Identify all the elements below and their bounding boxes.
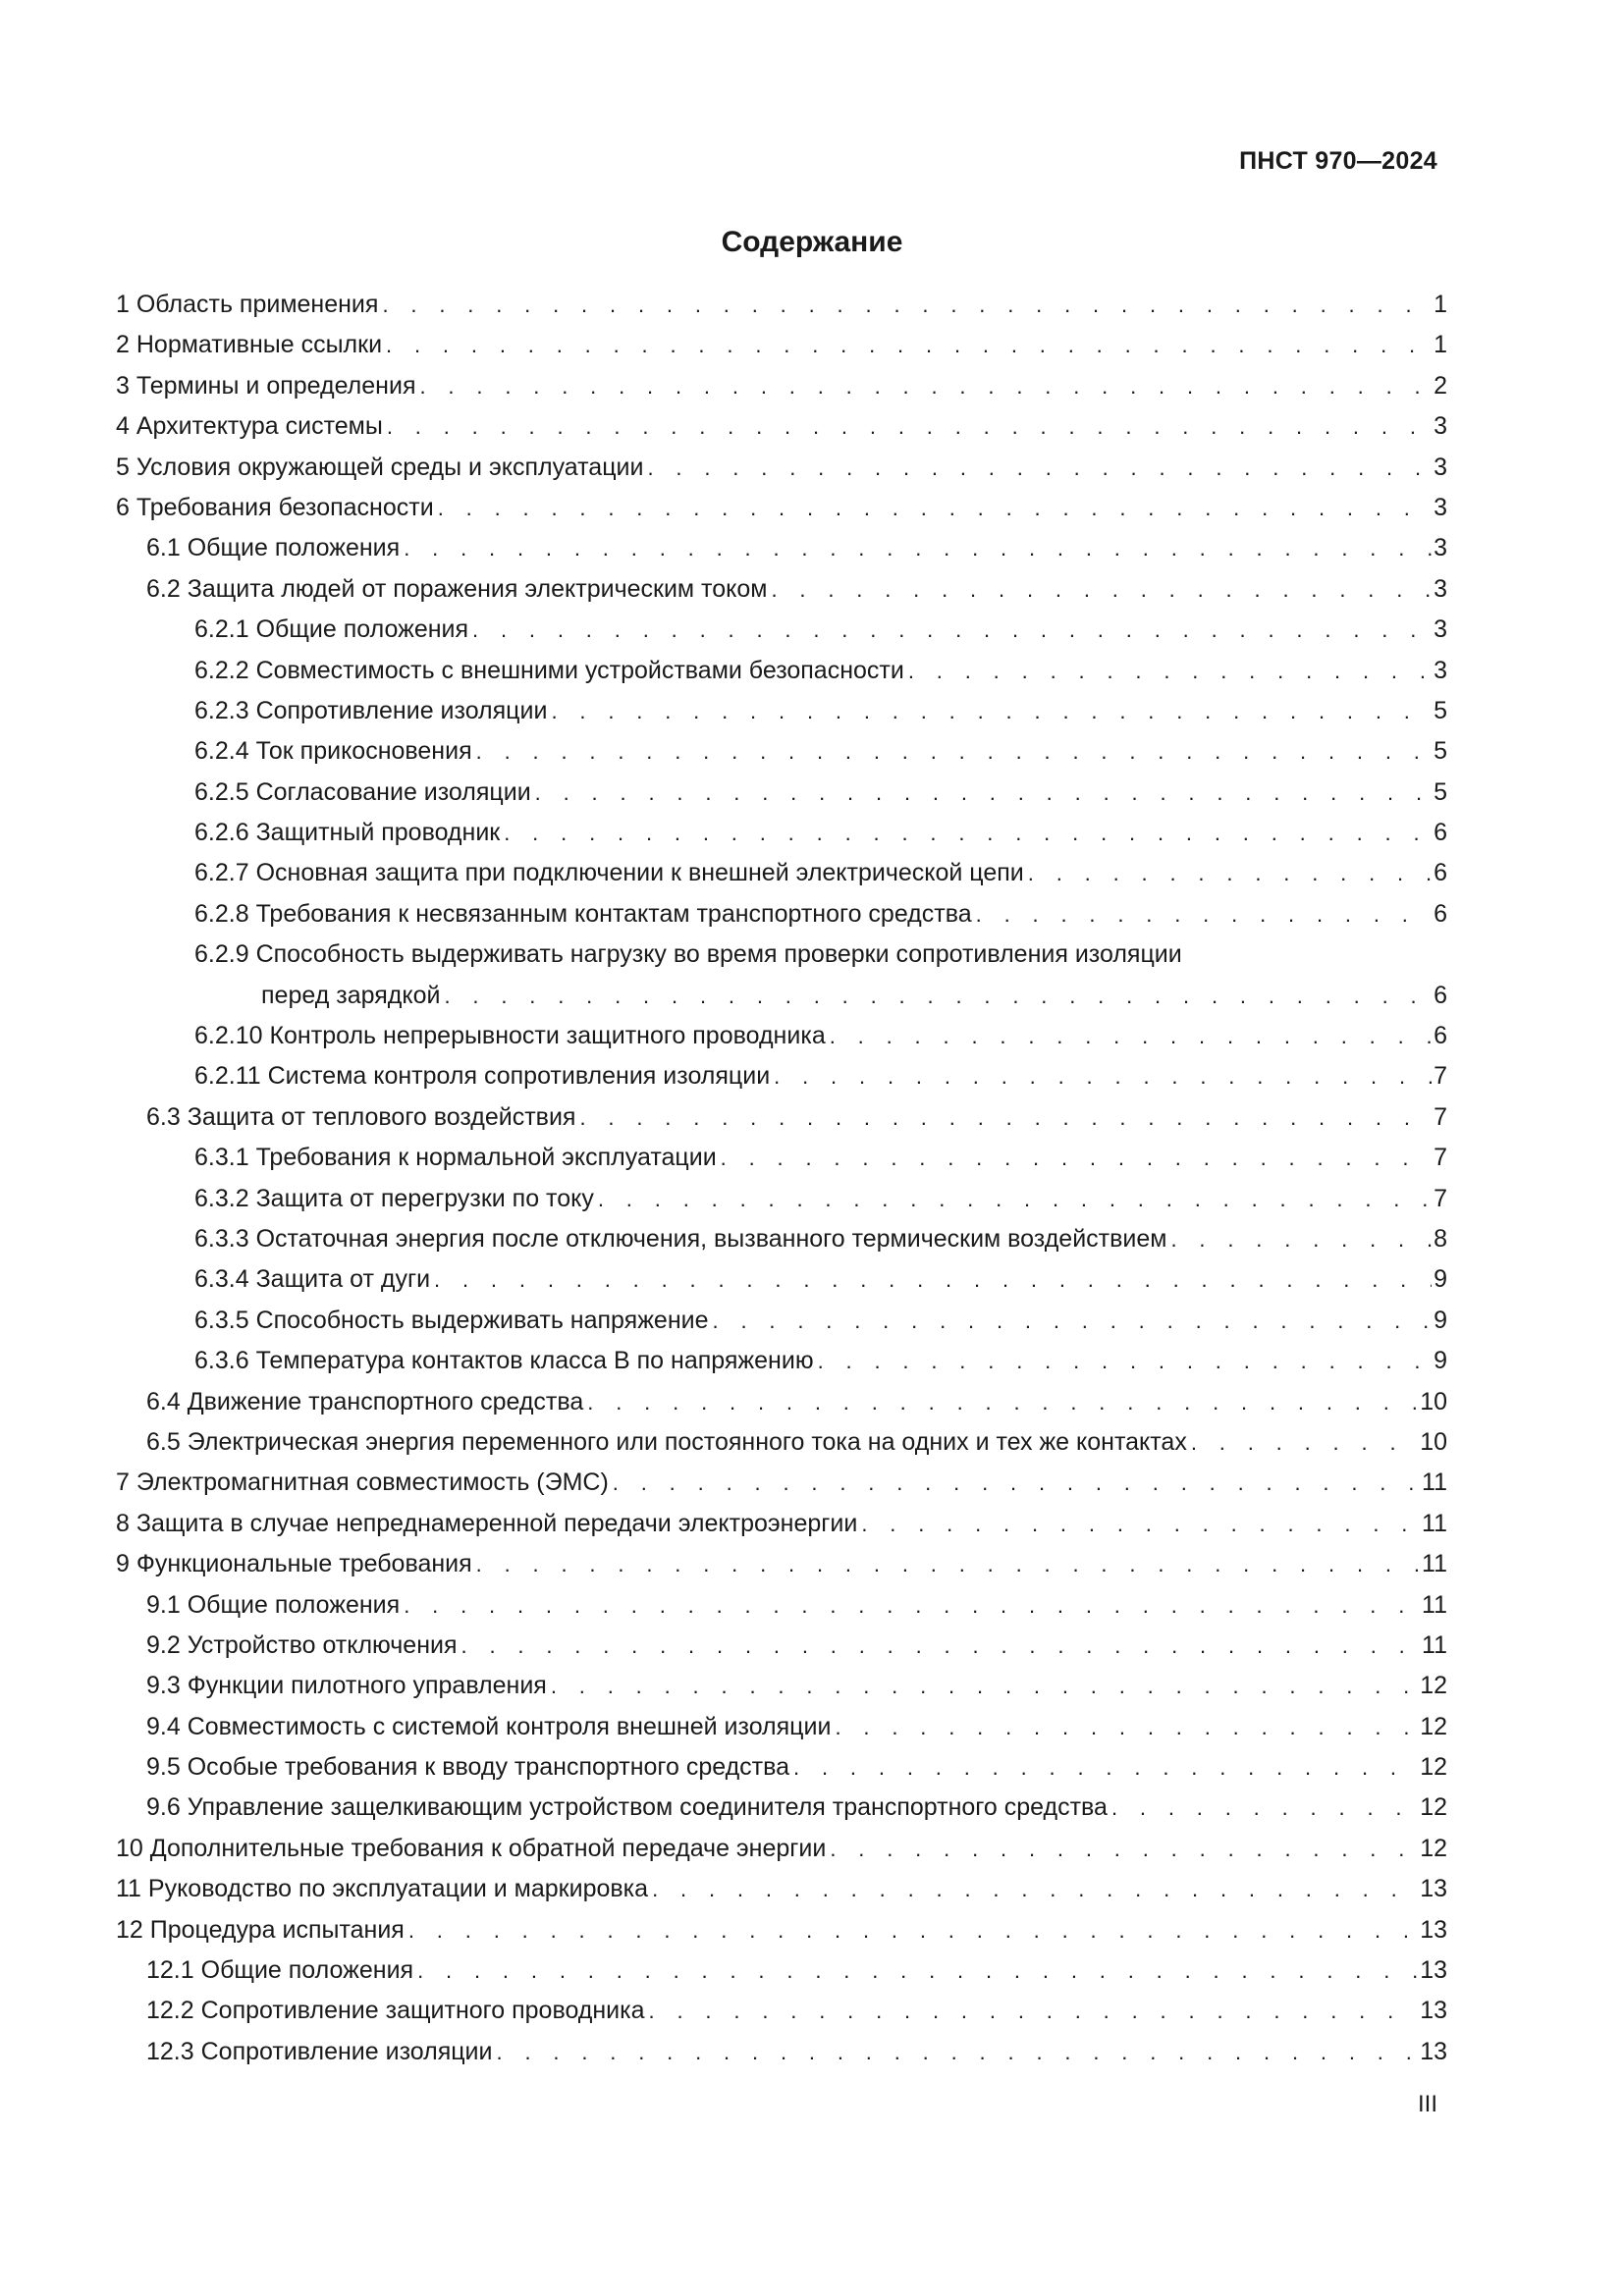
toc-entry-title: Защита людей от поражения электрическим током xyxy=(187,574,768,603)
toc-entry-label xyxy=(194,773,535,813)
toc-entry-title: Сопротивление защитного проводника xyxy=(200,1997,645,2025)
toc-entry-label xyxy=(194,1341,818,1381)
toc-entry-page: 9 xyxy=(1434,1265,1447,1294)
toc-entry[interactable] xyxy=(116,1707,1447,1747)
toc-entry-label xyxy=(116,325,386,365)
toc-entry-label xyxy=(146,1747,793,1788)
toc-entry[interactable] xyxy=(116,1382,1447,1422)
toc-entry-page: 8 xyxy=(1434,1224,1447,1253)
toc-entry[interactable] xyxy=(116,528,1447,568)
toc-entry-title: Сопротивление изоляции xyxy=(200,2037,493,2065)
toc-entry-number: 6.4 xyxy=(146,1387,181,1415)
toc-entry-label xyxy=(194,853,1028,893)
toc-entry[interactable] xyxy=(116,691,1447,731)
toc-entry-label xyxy=(194,894,976,934)
toc-entry[interactable] xyxy=(116,1950,1447,1991)
toc-entry-page: 12 xyxy=(1420,1753,1447,1782)
toc-entry-title: Общие положения xyxy=(187,1590,401,1619)
toc-entry-number: 5 xyxy=(116,453,130,481)
toc-dot-leader xyxy=(818,1341,1433,1381)
toc-entry-page: 6 xyxy=(1434,1022,1447,1050)
toc-dot-leader xyxy=(504,813,1432,853)
toc-entry-title: Функции пилотного управления xyxy=(187,1672,547,1700)
toc-entry-title: Способность выдерживать напряжение xyxy=(255,1306,709,1334)
toc-dot-leader xyxy=(476,731,1432,772)
toc-entry-title: Область применения xyxy=(135,291,379,318)
toc-entry-label xyxy=(116,1463,613,1503)
toc-entry-number: 6.2 xyxy=(146,574,181,603)
toc-entry[interactable] xyxy=(116,1259,1447,1300)
toc-entry-title: Условия окружающей среды и эксплуатации xyxy=(135,453,644,481)
toc-entry-number: 9.1 xyxy=(146,1590,181,1619)
toc-entry-page: 13 xyxy=(1420,1956,1447,1985)
toc-entry[interactable] xyxy=(116,934,1447,975)
toc-entry-page: 2 xyxy=(1434,371,1447,400)
toc-dot-leader xyxy=(419,366,1432,406)
toc-entry-title: Согласование изоляции xyxy=(255,777,531,806)
toc-dot-leader xyxy=(908,651,1432,691)
toc-entry-page: 10 xyxy=(1420,1387,1447,1415)
toc-entry[interactable] xyxy=(116,1788,1447,1828)
toc-entry[interactable] xyxy=(116,325,1447,365)
toc-dot-leader xyxy=(472,610,1432,650)
toc-entry-page: 5 xyxy=(1434,777,1447,806)
toc-entry-page: 6 xyxy=(1434,981,1447,1009)
toc-entry-page: 7 xyxy=(1434,1144,1447,1172)
toc-entry-page: 7 xyxy=(1434,1102,1447,1131)
toc-entry-number: 9.6 xyxy=(146,1793,181,1822)
toc-entry-label xyxy=(146,1422,1191,1463)
toc-entry-label xyxy=(146,1382,587,1422)
toc-entry-page: 3 xyxy=(1434,493,1447,521)
toc-entry-label xyxy=(194,1301,713,1341)
toc-entry[interactable] xyxy=(116,976,1447,1016)
toc-entry-label xyxy=(116,366,419,406)
toc-dot-leader xyxy=(1111,1788,1418,1828)
toc-dot-leader xyxy=(408,1910,1418,1950)
toc-entry-title: Устройство отключения xyxy=(187,1630,458,1659)
toc-entry-title: Требования к нормальной эксплуатации xyxy=(255,1144,717,1172)
toc-entry-title: Термины и определения xyxy=(135,371,416,400)
toc-entry-page: 5 xyxy=(1434,696,1447,724)
toc-entry-title: Процедура испытания xyxy=(149,1915,405,1944)
toc-entry[interactable] xyxy=(116,813,1447,853)
toc-dot-leader xyxy=(587,1382,1418,1422)
toc-entry-title: Система контроля сопротивления изоляции xyxy=(267,1062,771,1091)
toc-entry-page: 10 xyxy=(1420,1427,1447,1456)
toc-entry-title: Основная защита при подключении к внешней электрической цепи xyxy=(255,859,1024,887)
toc-entry-label xyxy=(194,731,476,772)
toc-dot-leader xyxy=(976,894,1432,934)
toc-entry-number: 6.2.1 xyxy=(194,615,249,644)
toc-entry-number: 2 xyxy=(116,331,130,359)
toc-entry-label xyxy=(116,488,438,528)
toc-entry[interactable] xyxy=(116,1504,1447,1544)
toc-entry-title: Требования к несвязанным контактам транспортного средства xyxy=(255,899,972,928)
toc-entry[interactable] xyxy=(116,1544,1447,1584)
toc-entry-number: 11 xyxy=(116,1875,141,1903)
toc-entry-number: 6.2.9 xyxy=(194,940,249,969)
toc-entry-page: 13 xyxy=(1420,1875,1447,1903)
toc-entry-label xyxy=(194,1016,830,1056)
toc-entry-label xyxy=(194,1259,434,1300)
toc-entry[interactable] xyxy=(116,448,1447,488)
toc-entry[interactable] xyxy=(116,1991,1447,2031)
toc-entry-label xyxy=(146,1585,404,1626)
toc-entry-page: 11 xyxy=(1422,1509,1447,1537)
toc-entry[interactable] xyxy=(116,1016,1447,1056)
toc-entry-label xyxy=(194,651,908,691)
toc-entry-number: 6.5 xyxy=(146,1427,181,1456)
toc-entry-label xyxy=(261,976,444,1016)
toc-entry[interactable] xyxy=(116,406,1447,447)
toc-entry[interactable] xyxy=(116,1910,1447,1950)
toc-entry-number: 6.2.2 xyxy=(194,656,249,684)
toc-entry-page: 13 xyxy=(1420,1915,1447,1944)
toc-entry-label xyxy=(194,610,472,650)
toc-dot-leader xyxy=(598,1179,1432,1219)
toc-entry-title: Общие положения xyxy=(200,1956,414,1985)
toc-entry-label xyxy=(146,1788,1111,1828)
toc-entry-label xyxy=(194,1056,774,1096)
toc-entry-number: 6.2.4 xyxy=(194,737,249,766)
toc-dot-leader xyxy=(434,1259,1432,1300)
toc-entry-title: Защитный проводник xyxy=(255,819,501,847)
document-code: ПНСТ 970—2024 xyxy=(1239,147,1437,175)
toc-entry-title: Сопротивление изоляции xyxy=(255,696,548,724)
toc-entry[interactable] xyxy=(116,731,1447,772)
toc-entry-label xyxy=(146,1707,835,1747)
toc-entry-title: Способность выдерживать нагрузку во время проверки сопротивления изоляции xyxy=(255,940,1182,969)
toc-dot-leader xyxy=(417,1950,1418,1991)
toc-entry-number: 6.1 xyxy=(146,534,181,562)
toc-entry-title: Защита от дуги xyxy=(255,1265,431,1294)
toc-entry[interactable] xyxy=(116,853,1447,893)
toc-entry-page: 3 xyxy=(1434,412,1447,441)
toc-entry-page: 3 xyxy=(1434,656,1447,684)
toc-entry-number: 6.2.10 xyxy=(194,1022,263,1050)
toc-dot-leader xyxy=(497,2032,1419,2072)
toc-entry-number: 10 xyxy=(116,1834,143,1862)
toc-dot-leader xyxy=(835,1707,1418,1747)
toc-entry-page: 7 xyxy=(1434,1184,1447,1212)
toc-entry[interactable] xyxy=(116,488,1447,528)
toc-dot-leader xyxy=(652,1869,1418,1909)
toc-dot-leader xyxy=(404,1585,1420,1626)
toc-entry-number: 6.2.3 xyxy=(194,696,249,724)
toc-entry-number: 6.3.5 xyxy=(194,1306,249,1334)
toc-dot-leader xyxy=(771,569,1432,610)
toc-entry-title: Температура контактов класса В по напряжению xyxy=(255,1347,814,1375)
toc-entry-number: 7 xyxy=(116,1468,130,1497)
toc-entry-page: 7 xyxy=(1434,1062,1447,1091)
toc-entry-page: 3 xyxy=(1434,615,1447,644)
toc-entry-number: 9 xyxy=(116,1550,130,1578)
toc-entry-page: 9 xyxy=(1434,1306,1447,1334)
toc-entry-label xyxy=(194,813,504,853)
toc-entry-label xyxy=(146,528,404,568)
toc-entry[interactable] xyxy=(116,569,1447,610)
toc-entry-title: Управление защелкивающим устройством соединителя транспортного средства xyxy=(187,1793,1108,1822)
toc-entry-label xyxy=(194,934,1186,975)
toc-entry-title: Движение транспортного средства xyxy=(187,1387,584,1415)
toc-entry-number: 6.2.7 xyxy=(194,859,249,887)
page-number: III xyxy=(1417,2091,1437,2117)
toc-entry-number: 1 xyxy=(116,291,130,318)
toc-entry-label xyxy=(116,1910,408,1950)
toc-dot-leader xyxy=(387,406,1432,447)
toc-entry[interactable] xyxy=(116,2032,1447,2072)
toc-entry-page: 6 xyxy=(1434,819,1447,847)
toc-entry-number: 9.4 xyxy=(146,1712,181,1740)
toc-dot-leader xyxy=(647,448,1432,488)
toc-entry-page: 11 xyxy=(1422,1630,1447,1659)
toc-entry[interactable] xyxy=(116,1179,1447,1219)
toc-entry[interactable] xyxy=(116,1097,1447,1138)
toc-entry-label xyxy=(194,1179,598,1219)
toc-entry[interactable] xyxy=(116,1666,1447,1706)
toc-entry-label xyxy=(194,1138,721,1178)
toc-entry-label xyxy=(116,1829,830,1869)
table-of-contents xyxy=(116,285,1447,2072)
toc-entry[interactable] xyxy=(116,366,1447,406)
toc-entry[interactable] xyxy=(116,773,1447,813)
toc-entry-label xyxy=(116,1869,652,1909)
toc-entry-label xyxy=(116,285,382,325)
toc-entry-title: Функциональные требования xyxy=(135,1550,472,1578)
toc-entry[interactable] xyxy=(116,1056,1447,1096)
toc-entry[interactable] xyxy=(116,894,1447,934)
toc-entry-page: 12 xyxy=(1420,1793,1447,1822)
toc-entry-title: Дополнительные требования к обратной передаче энергии xyxy=(149,1834,827,1862)
toc-dot-leader xyxy=(861,1504,1420,1544)
toc-entry-title: Защита от теплового воздействия xyxy=(187,1102,576,1131)
toc-entry-title: Электрическая энергия переменного или постоянного тока на одних и тех же контактах xyxy=(187,1427,1187,1456)
toc-entry-number: 12 xyxy=(116,1915,143,1944)
toc-entry-page: 1 xyxy=(1434,331,1447,359)
toc-entry-page: 11 xyxy=(1422,1590,1447,1619)
toc-entry-number: 4 xyxy=(116,412,130,441)
toc-entry-title: Совместимость с внешними устройствами безопасности xyxy=(255,656,904,684)
toc-entry[interactable] xyxy=(116,1219,1447,1259)
toc-entry-label xyxy=(116,448,647,488)
toc-entry-title: Архитектура системы xyxy=(135,412,383,441)
toc-dot-leader xyxy=(793,1747,1418,1788)
toc-entry-page: 6 xyxy=(1434,859,1447,887)
toc-entry-page: 12 xyxy=(1420,1834,1447,1862)
toc-entry-title: Совместимость с системой контроля внешней изоляции xyxy=(187,1712,832,1740)
toc-entry-title: Требования безопасности xyxy=(135,493,434,521)
toc-entry-page: 11 xyxy=(1422,1468,1447,1497)
toc-entry-number: 6.3.1 xyxy=(194,1144,249,1172)
toc-entry-page: 12 xyxy=(1420,1712,1447,1740)
toc-entry[interactable] xyxy=(116,651,1447,691)
toc-dot-leader xyxy=(649,1991,1419,2031)
toc-entry-title: Нормативные ссылки xyxy=(135,331,383,359)
toc-entry-label xyxy=(146,1626,461,1666)
toc-entry-label xyxy=(116,1544,476,1584)
toc-entry[interactable] xyxy=(116,1869,1447,1909)
toc-entry-page: 13 xyxy=(1420,1997,1447,2025)
toc-entry-number: 9.5 xyxy=(146,1753,181,1782)
toc-entry[interactable] xyxy=(116,1747,1447,1788)
toc-entry-page: 1 xyxy=(1434,291,1447,318)
toc-entry-page: 3 xyxy=(1434,534,1447,562)
toc-entry[interactable] xyxy=(116,1829,1447,1869)
toc-entry-number: 6.3.6 xyxy=(194,1347,249,1375)
toc-dot-leader xyxy=(382,285,1432,325)
toc-entry-number: 6.3.2 xyxy=(194,1184,249,1212)
toc-entry-title: Защита в случае непреднамеренной передачи электроэнергии xyxy=(135,1509,858,1537)
toc-entry-title: Остаточная энергия после отключения, вызванного термическим воздействием xyxy=(255,1224,1167,1253)
toc-entry-number: 6.3.3 xyxy=(194,1224,249,1253)
toc-entry[interactable] xyxy=(116,1301,1447,1341)
toc-entry-title: Общие положения xyxy=(187,534,401,562)
toc-entry[interactable] xyxy=(116,1463,1447,1503)
toc-entry[interactable] xyxy=(116,1626,1447,1666)
toc-entry[interactable] xyxy=(116,1341,1447,1381)
toc-entry-label xyxy=(146,1991,649,2031)
toc-entry-number: 12.2 xyxy=(146,1997,194,2025)
toc-dot-leader xyxy=(476,1544,1420,1584)
toc-entry-label xyxy=(146,2032,497,2072)
toc-entry[interactable] xyxy=(116,285,1447,325)
toc-entry-page: 12 xyxy=(1420,1672,1447,1700)
toc-dot-leader xyxy=(830,1829,1418,1869)
toc-entry-label xyxy=(194,691,551,731)
toc-entry-label xyxy=(146,1097,579,1138)
toc-entry-number: 6.2.6 xyxy=(194,819,249,847)
toc-dot-leader xyxy=(444,976,1432,1016)
toc-entry-page: 13 xyxy=(1420,2037,1447,2065)
toc-entry-number: 3 xyxy=(116,371,130,400)
toc-entry-page: 5 xyxy=(1434,737,1447,766)
toc-entry-title: Ток прикосновения xyxy=(255,737,472,766)
toc-entry-number: 6.3 xyxy=(146,1102,181,1131)
toc-dot-leader xyxy=(579,1097,1432,1138)
toc-entry[interactable] xyxy=(116,1422,1447,1463)
toc-entry-number: 9.3 xyxy=(146,1672,181,1700)
toc-dot-leader xyxy=(461,1626,1421,1666)
toc-dot-leader xyxy=(774,1056,1432,1096)
toc-dot-leader xyxy=(438,488,1432,528)
toc-entry-title: Защита от перегрузки по току xyxy=(255,1184,594,1212)
toc-entry-page: 6 xyxy=(1434,899,1447,928)
toc-entry-label xyxy=(146,1950,417,1991)
toc-entry-label xyxy=(116,1504,861,1544)
toc-entry-title: Электромагнитная совместимость (ЭМС) xyxy=(135,1468,609,1497)
toc-dot-leader xyxy=(713,1301,1433,1341)
toc-entry-page: 3 xyxy=(1434,453,1447,481)
toc-dot-leader xyxy=(551,691,1432,731)
toc-entry-page: 3 xyxy=(1434,574,1447,603)
toc-entry-number: 6.2.8 xyxy=(194,899,249,928)
toc-entry-number: 6.3.4 xyxy=(194,1265,249,1294)
toc-entry-number: 6 xyxy=(116,493,130,521)
toc-entry-number: 6.2.5 xyxy=(194,777,249,806)
toc-entry-title: Особые требования к вводу транспортного средства xyxy=(187,1753,790,1782)
toc-entry-label xyxy=(146,569,771,610)
toc-entry[interactable] xyxy=(116,1138,1447,1178)
toc-dot-leader xyxy=(1191,1422,1418,1463)
toc-entry-number: 9.2 xyxy=(146,1630,181,1659)
toc-dot-leader xyxy=(721,1138,1432,1178)
toc-entry-title: перед зарядкой xyxy=(261,981,441,1009)
toc-dot-leader xyxy=(613,1463,1420,1503)
toc-dot-leader xyxy=(1170,1219,1432,1259)
toc-entry-label xyxy=(116,406,387,447)
toc-entry-title: Общие положения xyxy=(255,615,469,644)
toc-entry[interactable] xyxy=(116,1585,1447,1626)
toc-dot-leader xyxy=(535,773,1432,813)
toc-entry-number: 12.1 xyxy=(146,1956,194,1985)
toc-entry-title: Контроль непрерывности защитного проводника xyxy=(269,1022,826,1050)
toc-dot-leader xyxy=(551,1666,1418,1706)
toc-entry-page: 11 xyxy=(1422,1550,1447,1578)
toc-entry-label xyxy=(194,1219,1170,1259)
toc-entry-number: 8 xyxy=(116,1509,130,1537)
toc-entry-title: Руководство по эксплуатации и маркировка xyxy=(147,1875,649,1903)
toc-title: Содержание xyxy=(721,226,903,258)
toc-dot-leader xyxy=(386,325,1432,365)
toc-entry-page: 9 xyxy=(1434,1347,1447,1375)
toc-entry-number: 6.2.11 xyxy=(194,1062,261,1091)
toc-entry[interactable] xyxy=(116,610,1447,650)
toc-dot-leader xyxy=(1028,853,1432,893)
toc-entry-label xyxy=(146,1666,551,1706)
toc-entry-number: 12.3 xyxy=(146,2037,194,2065)
toc-dot-leader xyxy=(404,528,1432,568)
toc-dot-leader xyxy=(830,1016,1432,1056)
